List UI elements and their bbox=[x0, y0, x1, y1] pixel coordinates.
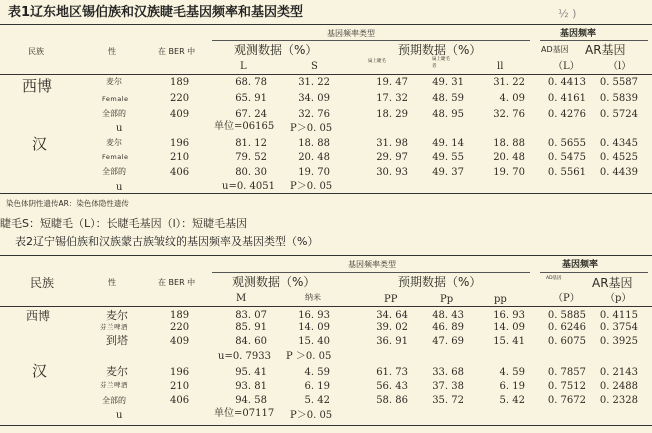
table2-col-PP: PP bbox=[384, 294, 398, 305]
table1-header-observed: 观测数据（%） bbox=[234, 43, 318, 57]
table2-header-ar: AR基因 bbox=[592, 276, 633, 290]
table2-col-M: M bbox=[236, 293, 247, 304]
table1-note-legend: 睫毛S：短睫毛（L）：长睫毛基因（l）：短睫毛基因 bbox=[0, 217, 248, 230]
table1-g2-stat-value: u=0. 4051 bbox=[222, 181, 275, 192]
table2-header-observed: 观测数据（%） bbox=[232, 275, 316, 289]
table1-header-ad: AD基因 bbox=[541, 45, 569, 54]
table1-ethnicity-xibe: 西博 bbox=[22, 77, 53, 95]
table2-header-bottom-rule bbox=[0, 306, 652, 307]
table2-header-genotype: 基因频率类型 bbox=[348, 260, 396, 269]
table1-g1-stat-value: 单位=06165 bbox=[214, 121, 275, 132]
table1-header-n: 在 BER 中 bbox=[158, 47, 196, 56]
table2-bottom-rule bbox=[0, 425, 652, 426]
table2-header-rule-mid bbox=[212, 272, 530, 273]
table2-ethnicity-xibe: 西博 bbox=[26, 309, 51, 323]
table2-header-genefreq: 基因频率 bbox=[561, 260, 599, 270]
table1-col-S: S bbox=[311, 61, 318, 72]
table1-header-ar: AR基因 bbox=[585, 43, 626, 57]
table2-col-p: （p） bbox=[605, 293, 632, 304]
table2-title: 表2辽宁锡伯族和汉族蒙古族皱纹的基因频率及基因类型（%） bbox=[15, 235, 319, 248]
table2-header-ad: AD基因 bbox=[546, 276, 562, 281]
table1-col-ll: ll bbox=[497, 61, 504, 72]
table2-ethnicity-han: 汉 bbox=[32, 362, 48, 380]
table1-col-arl: （l） bbox=[608, 61, 632, 72]
document-page: 表1辽东地区锡伯族和汉族睫毛基因频率和基因类型 ½ ) 基因频率类型 基因频率 民族 性 在 BER 中 观测数据（%） 预期数据（%） AD基因 AR基因 L S 扁上睫毛 扁上睫毛 者 ll （L） （l） 西博 麦尔 189 68. 78 31. 22 19. 47 49. 31 31. 22 0. 4413 0. 5587 Female 220 65. 91 34. 09 17. 32 48. 59 4. 09 0. 4161 0. 5839 全部的 409 67. 24 32. 76 18. 29 48. 95 32. 76 0. 4276 0. 5724 u 单位=06165 P＞0. 05 汉 麦尔 196 81. 12 18. 88 31. 98 49. 14 18. 88 0. 5655 0. 4345 Female 210 79. 52 20. 48 29. 97 49. 55 20. 48 0. 5475 0. 4525 全部的 406 80. 30 19. 70 30. 93 49. 37 19. 70 0. 5561 0. 4439 u u=0. 4051 P＞0. 05 染色体阴性遗传AR：染色体隐性遗传 睫毛S：短睫毛（L）：长睫毛基因（l）：短睫毛基因 表2辽宁锡伯族和汉族蒙古族皱纹的基因频率及基因类型（%） 基因频率类型 基因频率 民族 性 在 BER 中 观测数据（%） 预期数据（%） AD基因 AR基因 M 纳米 PP Pp pp （P） （p） 西博 麦尔 189 83. 07 16. 93 34. 64 48. 43 16. 93 0. 5885 0. 4115 芬兰啤酒 220 85. 91 14. 09 39. 02 46. 89 14. 09 0. 6246 0. 3754 到塔 409 84. 60 15. 40 36. 91 47. 69 15. 41 0. 6075 0. 3925 u=0. 7933 P ＞0. 05 汉 麦尔 196 95. 41 4. 59 61. 73 33. 68 4. 59 0. 7857 0. 2143 芬兰啤酒 210 93. 81 6. 19 56. 43 37. 38 6. 19 0. 7512 0. 2488 全部的 406 94. 58 5. 42 58. 86 35. 72 5. 42 0. 7672 0. 2328 u 单位=07117 P＞0. 05 bbox=[0, 0, 652, 433]
table2-col-pp: pp bbox=[494, 294, 507, 305]
table1-col-e2: 扁上睫毛 bbox=[432, 57, 450, 62]
table2-header-ethnicity: 民族 bbox=[30, 276, 55, 290]
table1-g2-stat-u: u bbox=[116, 182, 123, 193]
table2-top-rule bbox=[0, 255, 652, 256]
table1-header-sex: 性 bbox=[108, 47, 116, 56]
table2-g1-stat-value: u=0. 7933 bbox=[218, 351, 271, 362]
table2-col-Pp: Pp bbox=[440, 294, 454, 305]
table1-header-genefreq: 基因频率 bbox=[559, 29, 597, 39]
table1-title: 表1辽东地区锡伯族和汉族睫毛基因频率和基因类型 bbox=[8, 5, 304, 20]
table2-g1-stat-p: P ＞0. 05 bbox=[286, 351, 332, 362]
table1-header-bottom-rule bbox=[0, 74, 652, 75]
table2-header-n: 在 BER 中 bbox=[158, 278, 196, 287]
table2-g2-stat-p: P＞0. 05 bbox=[290, 410, 333, 421]
table1-g1-stat-p: P＞0. 05 bbox=[290, 123, 333, 134]
table1-header-rule-right bbox=[540, 40, 648, 41]
table2-g2-stat-u: u bbox=[116, 410, 123, 421]
table1-g1-stat-u: u bbox=[116, 123, 123, 134]
table1-col-e1: 扁上睫毛 bbox=[368, 59, 386, 64]
table1-col-e2b: 者 bbox=[432, 64, 437, 69]
table2-col-nano: 纳米 bbox=[305, 293, 321, 302]
table1-col-L: L bbox=[240, 61, 247, 72]
table2-g2-stat-value: 单位=07117 bbox=[214, 408, 275, 419]
table1-g2-stat-p: P＞0. 05 bbox=[290, 181, 333, 192]
table1-ethnicity-han: 汉 bbox=[32, 135, 48, 153]
table2-header-expected: 预期数据（%） bbox=[398, 275, 482, 289]
table2-header-sex: 性 bbox=[108, 278, 116, 287]
table1-header-rule-mid bbox=[212, 40, 530, 41]
table1-note-inheritance: 染色体阴性遗传AR：染色体隐性遗传 bbox=[6, 199, 129, 208]
table2-header-rule-right bbox=[540, 272, 648, 273]
table1-top-rule bbox=[0, 24, 652, 25]
table2-col-P: （P） bbox=[553, 293, 580, 304]
table1-header-ethnicity: 民族 bbox=[28, 47, 44, 56]
table1-corner-mark: ½ ) bbox=[558, 7, 577, 20]
table1-col-adL: （L） bbox=[553, 61, 580, 72]
table1-header-expected: 预期数据（%） bbox=[398, 43, 482, 57]
table1-header-genotype: 基因频率类型 bbox=[327, 29, 375, 38]
table1-bottom-rule bbox=[0, 193, 652, 194]
